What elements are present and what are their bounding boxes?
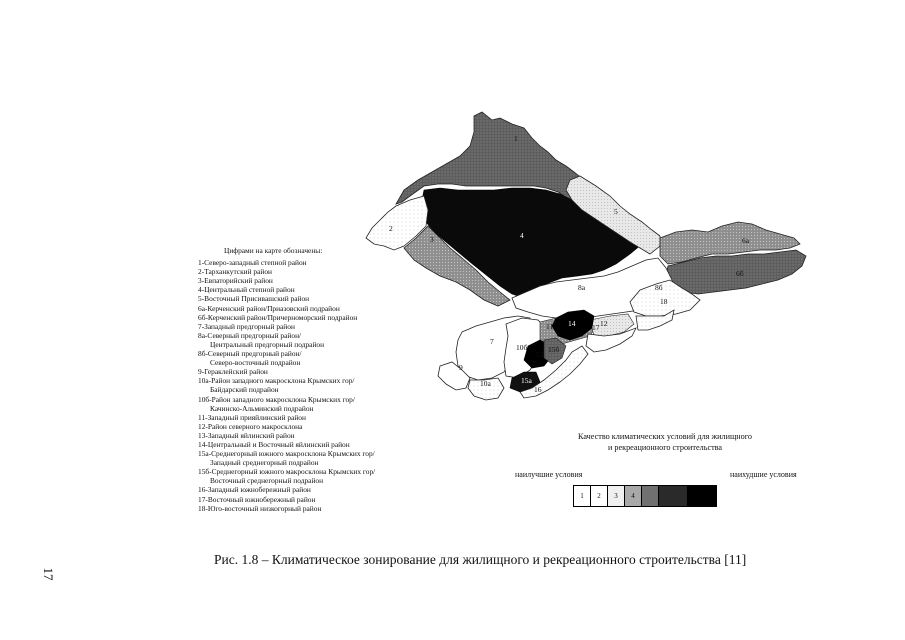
legend-item (198, 376, 438, 394)
figure-caption: Рис. 1.8 – Климатическое зонирование для жилищного и рекреационного строительства [11] (214, 552, 747, 567)
page-number: 17 (41, 567, 56, 581)
map-label-5: 5 (614, 207, 618, 216)
legend-item-text: 15а-Среднегорный южного макросклона Крымских гор/ (198, 449, 375, 459)
legend-item-text: 18-Юго-восточный низкогорный район (198, 503, 322, 513)
legend-item-text: 6а-Керченский район/Приазовский подрайон (198, 303, 340, 313)
map-label-11: 11 (546, 322, 554, 331)
map-label-8a: 8а (578, 283, 586, 292)
legend-item (198, 258, 438, 267)
legend-item (198, 276, 438, 285)
map-legend (198, 246, 438, 513)
legend-item (198, 322, 438, 331)
map-label-15a: 15а (521, 376, 532, 385)
quality-scale-bar (573, 485, 717, 507)
quality-title-line2: и рекреационного строительства (607, 442, 723, 452)
legend-item (198, 495, 438, 504)
legend-item-text: 11-Западный прияйлинский район (198, 412, 306, 422)
legend-item-text: 13-Западный яйлинский район (198, 430, 295, 440)
map-label-7: 7 (490, 337, 494, 346)
legend-item-text: 2-Тарханкутский район (198, 267, 273, 277)
legend-item-text: 15б-Среднегорный южного макросклона Крымских гор/ (198, 467, 376, 477)
map-label-15b: 15б (548, 345, 560, 354)
legend-item-text: 8б-Северный предгорный район/ (198, 349, 302, 359)
legend-item-text: 14-Центральный и Восточный яйлинский район (198, 439, 350, 449)
legend-item (198, 413, 438, 422)
legend-item-text: 3-Евпаторийский район (198, 276, 273, 286)
legend-item (198, 349, 438, 367)
legend-item-text: 9-Гераклейский район (198, 367, 268, 377)
legend-item-text: 12-Район северного макросклона (198, 421, 303, 431)
map-label-2: 2 (389, 224, 393, 233)
map-label-9: 9 (459, 363, 463, 372)
map-label-6b: 6б (736, 269, 744, 278)
scale-swatch-6 (659, 486, 688, 506)
legend-item-text: 5-Восточный Присивашский район (198, 294, 310, 304)
legend-item (198, 504, 438, 513)
legend-item (198, 304, 438, 313)
legend-item (198, 294, 438, 303)
legend-item-text: 16-Западный южнобережный район (198, 485, 311, 495)
scale-swatch-2: 2 (591, 486, 608, 506)
legend-item (198, 285, 438, 294)
legend-item-subtext: Байдарский подрайон (210, 385, 279, 395)
map-label-10b: 10б (516, 343, 528, 352)
scale-swatch-3: 3 (608, 486, 625, 506)
legend-title: Цифрами на карте обозначены: (224, 246, 323, 255)
worst-conditions-label: наихудшие условия (730, 470, 797, 479)
map-label-12: 12 (600, 319, 608, 328)
legend-item-text: 17-Восточный южнобережный район (198, 494, 316, 504)
map-label-14: 14 (568, 319, 576, 328)
map-label-4: 4 (520, 231, 524, 240)
legend-item-subtext: Центральный предгорный подрайон (210, 339, 325, 349)
legend-item (198, 449, 438, 467)
map-label-18: 18 (660, 297, 668, 306)
scale-swatch-7 (688, 486, 716, 506)
legend-item-subtext: Качинско-Альминский подрайон (210, 403, 314, 413)
map-label-16: 16 (534, 385, 542, 394)
map-label-17: 17 (592, 323, 600, 332)
legend-item (198, 440, 438, 449)
scale-swatch-1: 1 (574, 486, 591, 506)
legend-item-text: 4-Центральный степной район (198, 285, 295, 295)
legend-item (198, 467, 438, 485)
legend-item (198, 431, 438, 440)
legend-item-text: 6б-Керченский район/Причерноморский подрайон (198, 312, 358, 322)
map-label-10a: 10а (480, 379, 491, 388)
scale-swatch-4: 4 (625, 486, 642, 506)
legend-item (198, 485, 438, 494)
legend-item-subtext: Западный среднегорный подрайон (210, 458, 319, 468)
best-conditions-label: наилучшие условия (515, 470, 583, 479)
legend-item-subtext: Северо-восточный подрайон (210, 358, 301, 368)
map-label-6a: 6а (742, 236, 750, 245)
legend-item-text: 10а-Район западного макросклона Крымских гор/ (198, 376, 355, 386)
scale-swatch-5 (642, 486, 659, 506)
legend-item (198, 331, 438, 349)
quality-title-line1: Качество климатических условий для жилищного (578, 432, 752, 441)
map-label-13: 13 (536, 350, 544, 359)
quality-scale-title (545, 432, 785, 453)
map-label-1: 1 (514, 134, 518, 143)
legend-item-text: 10б-Район западного макросклона Крымских гор/ (198, 394, 355, 404)
legend-item (198, 395, 438, 413)
legend-item-text: 8а-Северный предгорный район/ (198, 330, 302, 340)
map-label-8b: 8б (655, 283, 663, 292)
legend-item-text: 7-Западный предгорный район (198, 321, 295, 331)
legend-items (198, 258, 438, 513)
legend-item (198, 267, 438, 276)
map-label-3: 3 (430, 235, 434, 244)
legend-item-text: 1-Северо-западный степной район (198, 258, 307, 268)
legend-item (198, 313, 438, 322)
legend-item (198, 367, 438, 376)
legend-item-subtext: Восточный среднегорный подрайон (210, 476, 324, 486)
legend-item (198, 422, 438, 431)
